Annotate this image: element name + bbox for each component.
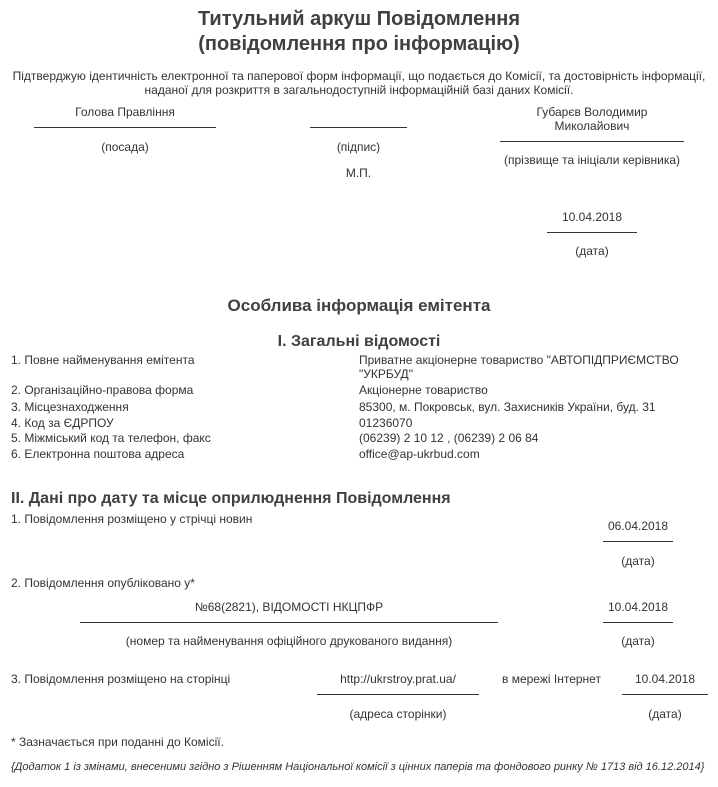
- general-row-label: 1. Повне найменування емітента: [11, 353, 195, 367]
- item3-date-line: [622, 694, 708, 695]
- general-row-value: office@ap-ukrbud.com: [359, 447, 480, 461]
- signature-line: [310, 127, 407, 128]
- general-row-label: 3. Місцезнаходження: [11, 400, 129, 414]
- special-info-title: Особлива інформація емітента: [227, 296, 491, 315]
- item3-network-label: в мережі Інтернет: [502, 672, 601, 686]
- general-section-title: I. Загальні відомості: [277, 333, 441, 350]
- page-title: Титульний аркуш Повідомлення: [197, 8, 521, 30]
- director-name-line: [500, 141, 684, 142]
- signature-caption: (підпис): [336, 140, 381, 154]
- item1-date-line: [603, 541, 673, 542]
- position-value: Голова Правління: [75, 105, 175, 119]
- footnote: * Зазначається при поданні до Комісії.: [11, 735, 224, 749]
- director-name-caption: (прізвище та ініціали керівника): [503, 153, 681, 167]
- general-row-label: 4. Код за ЄДРПОУ: [11, 416, 114, 430]
- item3-url-line: [317, 694, 479, 695]
- amendment-note: {Додаток 1 із змінами, внесеними згідно з Рішенням Національної комісії з цінних паперів та фондового ринку № 1713 від 16.12.2014}: [11, 761, 705, 773]
- confirm-text-line1: Підтверджую ідентичність електронної та паперової форм інформації, що подається до Комісії, та достовірність інформації,: [12, 69, 706, 83]
- director-name-line2: Миколайович: [554, 119, 630, 133]
- publication-section-title: II. Дані про дату та місце оприлюднення Повідомлення: [11, 490, 451, 507]
- sign-date-caption: (дата): [575, 244, 609, 258]
- item2-edition-caption: (номер та найменування офіційного друкованого видання): [125, 634, 453, 648]
- position-caption: (посада): [101, 140, 149, 154]
- item2-date-line: [603, 622, 673, 623]
- confirm-text-line2: наданої для розкриття в загальнодоступній інформаційній базі даних Комісії.: [144, 83, 574, 97]
- general-row-label: 6. Електронна поштова адреса: [11, 447, 185, 461]
- item1-date-caption: (дата): [621, 554, 655, 568]
- general-row-value: Акціонерне товариство: [359, 383, 488, 397]
- item1-date-value: 06.04.2018: [607, 519, 669, 533]
- general-row-label: 2. Організаційно-правова форма: [11, 383, 194, 397]
- director-name-line1: Губарєв Володимир: [536, 105, 648, 119]
- item3-date-caption: (дата): [648, 707, 682, 721]
- position-line: [34, 127, 216, 128]
- item2-date-caption: (дата): [621, 634, 655, 648]
- item3-label: 3. Повідомлення розміщено на сторінці: [11, 672, 231, 686]
- general-row-value: (06239) 2 10 12 , (06239) 2 06 84: [359, 431, 539, 445]
- item3-url-caption: (адреса сторінки): [349, 707, 447, 721]
- item2-edition-line: [80, 622, 498, 623]
- item3-url-value: http://ukrstroy.prat.ua/: [340, 672, 456, 686]
- general-row-value: "УКРБУД": [359, 367, 413, 381]
- general-row-value: 01236070: [359, 416, 413, 430]
- item1-label: 1. Повідомлення розміщено у стрічці новин: [11, 512, 253, 526]
- general-row-label: 5. Міжміський код та телефон, факс: [11, 431, 211, 445]
- stamp-label: М.П.: [345, 166, 372, 180]
- page-subtitle: (повідомлення про інформацію): [198, 33, 520, 55]
- item3-date-value: 10.04.2018: [634, 672, 696, 686]
- item2-edition-value: №68(2821), ВІДОМОСТІ НКЦПФР: [194, 600, 384, 614]
- general-row-value: Приватне акціонерне товариство "АВТОПІДПРИЄМСТВО: [359, 353, 679, 367]
- item2-date-value: 10.04.2018: [607, 600, 669, 614]
- general-row-value: 85300, м. Покровськ, вул. Захисників України, буд. 31: [359, 400, 656, 414]
- sign-date-value: 10.04.2018: [561, 210, 623, 224]
- item2-label: 2. Повідомлення опубліковано у*: [11, 576, 195, 590]
- sign-date-line: [547, 232, 637, 233]
